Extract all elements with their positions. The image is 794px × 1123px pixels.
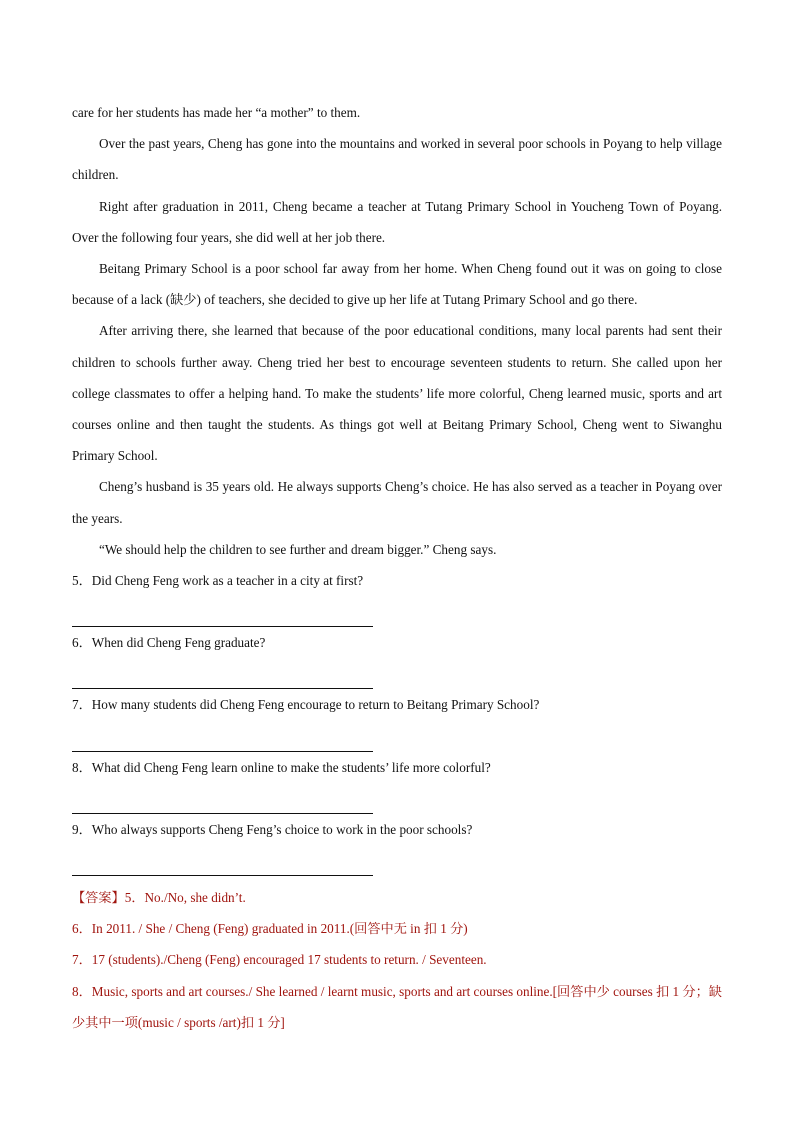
answer-blank-6[interactable] (72, 658, 373, 689)
question-8: 8．What did Cheng Feng learn online to make the students’ life more colorful? (72, 759, 491, 775)
passage-paragraph: Over the past years, Cheng has gone into the mountains and worked in several poor schools in Poyang to help village children. (72, 136, 722, 183)
answer-5 (72, 882, 722, 913)
question-9: 9．Who always supports Cheng Feng’s choice to work in the poor schools? (72, 821, 473, 837)
passage-paragraph: care for her students has made her “a mother” to them. (72, 105, 361, 120)
answer-8: 8．Music, sports and art courses./ She learned / learnt music, sports and art courses online.[回答中少 courses 扣 1 分；缺少其中一项(music / sports /art)扣 1 分] (72, 983, 722, 1030)
answer-tag: 【答案】 (72, 890, 125, 906)
answer-blank-7[interactable] (72, 721, 373, 752)
answer-6: 6．In 2011. / She / Cheng (Feng) graduated in 2011.(回答中无 in 扣 1 分) (72, 921, 468, 937)
passage-paragraph: After arriving there, she learned that because of the poor educational conditions, many local parents had sent their children to schools further away. Cheng tried her best to encourage seventeen students to return. She called upon her college classmates to offer a helping hand. To make the students’ life more colorful, Cheng learned music, sports and art courses online and then taught the students. As things got well at Beitang Primary School, Cheng went to Siwanghu Primary School. (72, 323, 722, 464)
question-7: 7．How many students did Cheng Feng encourage to return to Beitang Primary School? (72, 697, 540, 713)
question-5: 5．Did Cheng Feng work as a teacher in a city at first? (72, 573, 364, 589)
answer-7: 7．17 (students)./Cheng (Feng) encouraged 17 students to return. / Seventeen. (72, 952, 487, 968)
passage-paragraph: Cheng’s husband is 35 years old. He always supports Cheng’s choice. He has also served as a teacher in Poyang over the years. (72, 479, 722, 526)
answer-5-text: 5．No./No, she didn’t. (124, 890, 246, 906)
question-6: 6．When did Cheng Feng graduate? (72, 635, 266, 651)
passage-paragraph: Beitang Primary School is a poor school far away from her home. When Cheng found out it was on going to close because of a lack (缺少) of teachers, she decided to give up her life at Tutang Primary School and go there. (72, 261, 722, 308)
passage-paragraph: “We should help the children to see further and dream bigger.” Cheng says. (99, 541, 497, 557)
answer-blank-5[interactable] (72, 596, 373, 627)
answer-blank-8[interactable] (72, 783, 373, 814)
answer-blank-9[interactable] (72, 845, 373, 876)
passage-paragraph: Right after graduation in 2011, Cheng became a teacher at Tutang Primary School in Youcheng Town of Poyang. Over the following four years, she did well at her job there. (72, 198, 722, 245)
document-page (72, 97, 722, 1038)
